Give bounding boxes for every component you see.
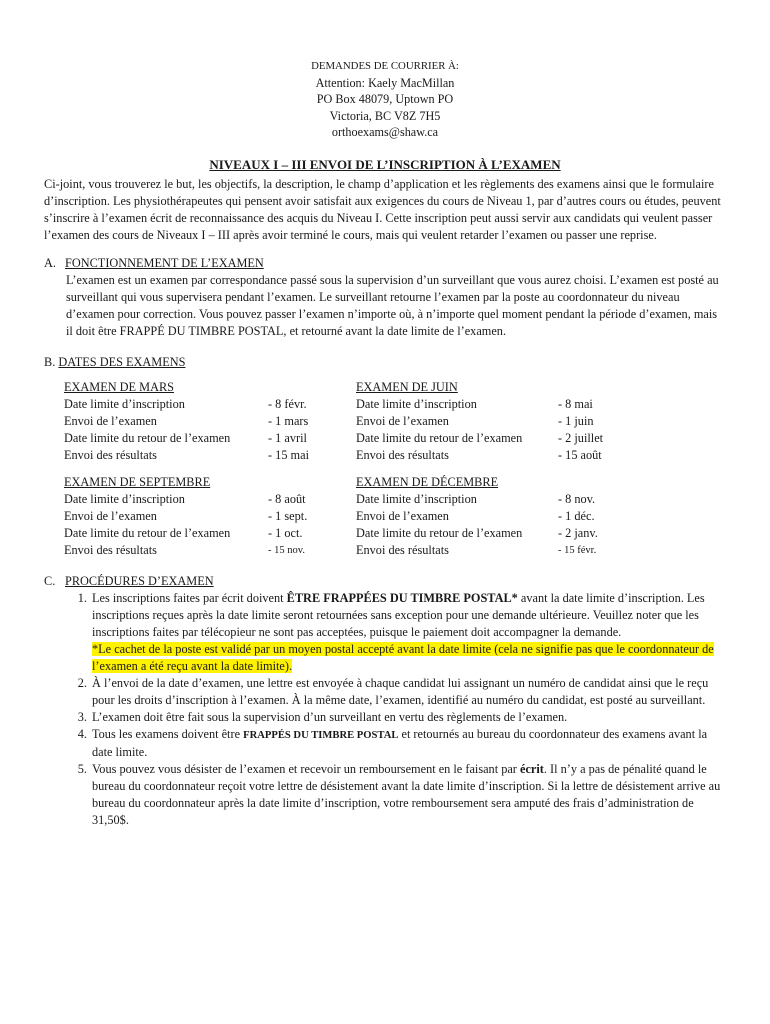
address-city: Victoria, BC V8Z 7H5 [329, 108, 441, 123]
postmark-note-highlight: *Le cachet de la poste est validé par un moyen postal accepté avant la date limite (cela ne signifie pas que le coordonnateur de l’examen a été reçu avant la date limite). [92, 641, 714, 673]
section-a-letter: A. [44, 255, 56, 270]
section-a-body: L’examen est un examen par correspondance passé sous la supervision d’un surveillant que vous aurez choisi. L’examen est posté au surveillant qui vous supervisera pendant l’examen. Le surveillant retourne l’examen par la poste au coordonnateur du niveau d’examen pour correction. Vous pouvez passer l’examen n’importe où, à n’importe quel moment pendant la période d’examen, mais il doit être FRAPPÉ DU TIMBRE POSTAL, et retourné avant la date limite de l’examen. [66, 272, 719, 338]
date-row: Envoi de l’examen - 1 mars [64, 413, 309, 428]
address-heading: DEMANDES DE COURRIER À: [311, 60, 459, 72]
procedure-item-3: 3. L’examen doit être fait sous la supervision d’un surveillant en vertu des règlements de l’examen. [90, 709, 726, 726]
section-c-letter: C. [44, 573, 56, 588]
date-row: Date limite d’inscription - 8 août [64, 491, 306, 506]
date-row: Envoi de l’examen - 1 juin [356, 413, 594, 428]
section-c-heading: PROCÉDURES D’EXAMEN [65, 573, 214, 588]
date-row: Envoi de l’examen - 1 déc. [356, 508, 595, 523]
address-po-box: PO Box 48079, Uptown PO [316, 92, 454, 106]
date-row: Date limite du retour de l’examen - 2 juillet [356, 430, 604, 445]
procedure-item-5: 5. Vous pouvez vous désister de l’examen et recevoir un remboursement en le faisant par écrit. Il n’y a pas de pénalité quand le bureau du coordonnateur reçoit votre lettre de désistement avant la date limite d’inscription. Si la lettre de désistement arrive au bureau du coordonnateur après la date limite d’inscription, votre remboursement sera amputé des frais d’administration de 31,50$. [90, 761, 726, 829]
section-b-letter: B. [44, 354, 56, 369]
procedure-list [44, 590, 726, 829]
date-row: Date limite du retour de l’examen - 1 oct. [64, 525, 303, 540]
exam-juin [356, 379, 626, 464]
date-row: Envoi des résultats - 15 août [356, 447, 602, 462]
date-row: Date limite d’inscription - 8 nov. [356, 491, 596, 506]
exam-mars-title: EXAMEN DE MARS [64, 379, 174, 394]
intro-paragraph: Ci-joint, vous trouverez le but, les objectifs, la description, le champ d’application et les règlements des examens ainsi que le formulaire d’inscription. Les physiothérapeutes qui pensent avoir satisfait aux exigences du cours de Niveau 1, par d’autres cours ou études, peuvent s’inscrire à l’examen écrit de reconnaissance des acquis du Niveau I. Cette inscription peut aussi servir aux candidats qui veulent passer l’examen des cours de Niveaux I – III après avoir terminé le cours, mais qui veulent retarder l’examen ou passer une reprise. [44, 176, 721, 242]
exam-mars [64, 379, 356, 464]
procedure-item-2: 2. À l’envoi de la date d’examen, une lettre est envoyée à chaque candidat lui assignant un numéro de candidat ainsi que le reçu pour les droits d’inscription à l’examen. À la même date, l’examen, identifié au numéro du candidat, est posté au surveillant. [90, 675, 726, 709]
exam-decembre-title: EXAMEN DE DÉCEMBRE [356, 474, 499, 489]
address-email: orthoexams@shaw.ca [331, 125, 439, 139]
date-row: Envoi des résultats - 15 févr. [356, 542, 597, 557]
address-attention: Attention: Kaely MacMillan [315, 75, 455, 90]
document-title: NIVEAUX I – III ENVOI DE L’INSCRIPTION À L’EXAMEN [209, 156, 561, 172]
exam-dates-row-2 [44, 474, 726, 559]
procedure-item-1: 1. Les inscriptions faites par écrit doivent ÊTRE FRAPPÉES DU TIMBRE POSTAL* avant la date limite d’inscription. Les inscriptions reçues après la date limite seront retournées sans exception pour une demande ultérieure. Veuillez noter que les inscriptions faites par télécopieur ne sont pas acceptées, puisque le paiement doit accompagner la demande. *Le cachet de la poste est validé par un moyen postal accepté avant la date limite (cela ne signifie pas que le coordonnateur de l’examen a été reçu avant la date limite). [90, 590, 726, 675]
date-row: Envoi des résultats - 15 nov. [64, 542, 305, 557]
exam-septembre-title: EXAMEN DE SEPTEMBRE [64, 474, 211, 489]
section-a [44, 255, 726, 340]
date-row: Date limite du retour de l’examen - 2 janv. [356, 525, 598, 540]
date-row: Date limite d’inscription - 8 mai [356, 396, 593, 411]
section-b-heading: DATES DES EXAMENS [58, 354, 186, 369]
date-row: Date limite d’inscription - 8 févr. [64, 396, 307, 411]
date-row: Envoi de l’examen - 1 sept. [64, 508, 308, 523]
exam-septembre [64, 474, 356, 559]
date-row: Date limite du retour de l’examen - 1 avril [64, 430, 307, 445]
section-b [44, 354, 726, 559]
procedure-item-4: 4. Tous les examens doivent être FRAPPÉS DU TIMBRE POSTAL et retournés au bureau du coordonnateur des examens avant la date limite. [90, 726, 726, 761]
section-a-heading: FONCTIONNEMENT DE L’EXAMEN [65, 255, 264, 270]
section-c [44, 573, 726, 829]
exam-decembre [356, 474, 626, 559]
exam-juin-title: EXAMEN DE JUIN [356, 379, 458, 394]
date-row: Envoi des résultats - 15 mai [64, 447, 309, 462]
mailing-address [44, 58, 726, 141]
exam-dates-row-1 [44, 379, 726, 464]
